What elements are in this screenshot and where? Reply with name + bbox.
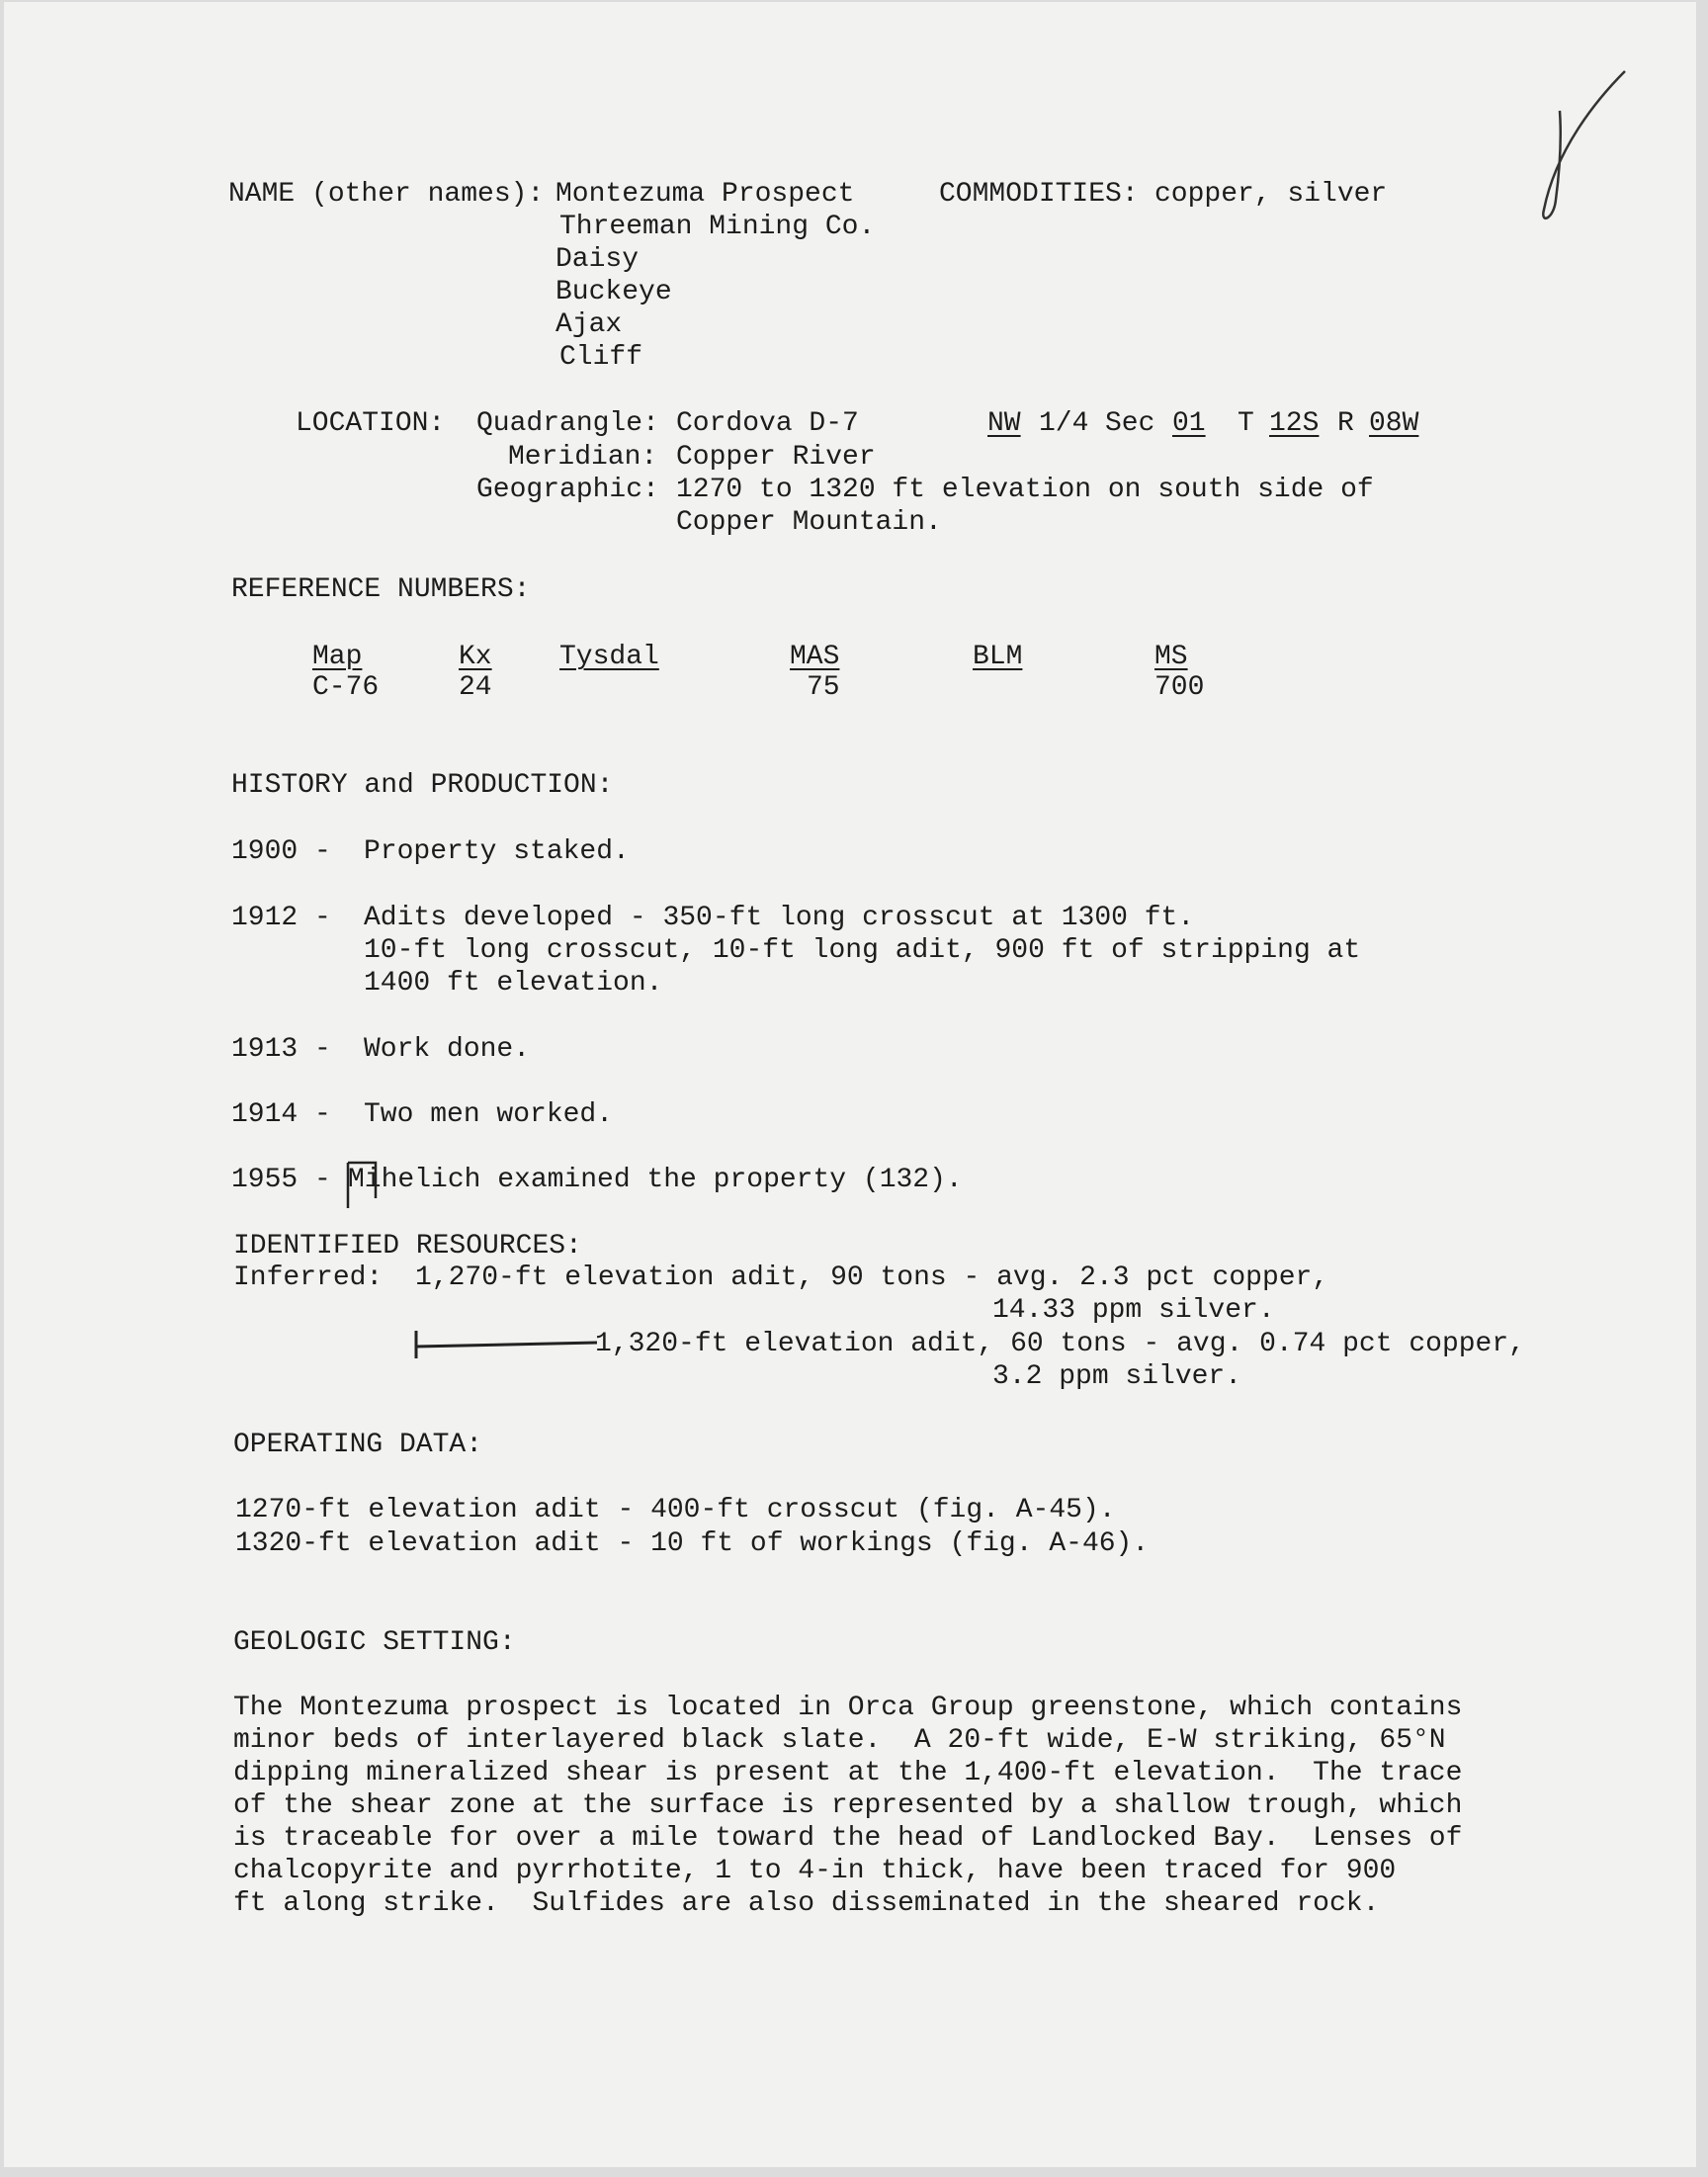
meridian-label: Meridian: — [508, 442, 658, 473]
ref-header-tysdal: Tysdal — [559, 642, 659, 672]
name-other: Ajax — [555, 309, 623, 340]
name-other: Daisy — [555, 244, 640, 275]
history-text: Two men worked. — [364, 1099, 614, 1130]
geographic-line-2: Copper Mountain. — [676, 507, 942, 538]
ref-header-kx: Kx — [459, 642, 492, 672]
ref-header-map: Map — [312, 642, 363, 672]
history-text: Mihelich examined the property (132). — [348, 1165, 963, 1195]
meridian-value: Copper River — [676, 442, 876, 473]
history-text: 10-ft long crosscut, 10-ft long adit, 900 ft of stripping at — [364, 935, 1361, 966]
range-value: 08W — [1369, 408, 1419, 439]
geology-line: chalcopyrite and pyrrhotite, 1 to 4-in thick, have been traced for 900 — [233, 1856, 1397, 1886]
resource-line: 1,270-ft elevation adit, 90 tons - avg. 2.3 pct copper, — [415, 1263, 1329, 1293]
name-other: Cliff — [559, 342, 643, 373]
resources-label: IDENTIFIED RESOURCES: — [233, 1231, 582, 1262]
resource-line: 3.2 ppm silver. — [992, 1361, 1242, 1392]
reference-numbers-label: REFERENCE NUMBERS: — [231, 574, 531, 605]
ref-value-ms: 700 — [1154, 672, 1205, 703]
history-year: 1912 - — [231, 903, 331, 933]
history-text: 1400 ft elevation. — [364, 968, 663, 999]
name-primary: Montezuma Prospect — [555, 179, 855, 210]
quadrangle-value: Cordova D-7 — [676, 408, 859, 439]
handwritten-check-mark — [1526, 61, 1645, 229]
geographic-label: Geographic: — [476, 475, 659, 505]
ref-header-blm: BLM — [973, 642, 1023, 672]
operating-line: 1320-ft elevation adit - 10 ft of workings (fig. A-46). — [235, 1528, 1150, 1559]
ref-header-mas: MAS — [790, 642, 840, 672]
resource-line: 14.33 ppm silver. — [992, 1295, 1275, 1326]
commodities-label: COMMODITIES: — [939, 179, 1139, 210]
section-number: 01 — [1172, 408, 1206, 439]
commodities-value: copper, silver — [1154, 179, 1388, 210]
inferred-label: Inferred: — [233, 1263, 384, 1293]
name-label: NAME (other names): — [228, 179, 545, 210]
history-year: 1955 - — [231, 1165, 331, 1195]
name-other: Threeman Mining Co. — [559, 212, 876, 242]
ref-value-mas: 75 — [807, 672, 840, 703]
geology-line: dipping mineralized shear is present at the 1,400-ft elevation. The trace — [233, 1758, 1463, 1788]
history-year: 1914 - — [231, 1099, 331, 1130]
history-text: Adits developed - 350-ft long crosscut at 1300 ft. — [364, 903, 1195, 933]
quadrangle-label: Quadrangle: — [476, 408, 659, 439]
geology-line: of the shear zone at the surface is represented by a shallow trough, which — [233, 1790, 1463, 1821]
operating-line: 1270-ft elevation adit - 400-ft crosscut (fig. A-45). — [235, 1495, 1116, 1525]
geographic-line-1: 1270 to 1320 ft elevation on south side of — [676, 475, 1374, 505]
document-page — [4, 2, 1696, 2167]
geology-line: ft along strike. Sulfides are also disseminated in the sheared rock. — [233, 1888, 1380, 1919]
history-label: HISTORY and PRODUCTION: — [231, 770, 614, 801]
history-text: Work done. — [364, 1034, 531, 1065]
history-year: 1900 - — [231, 836, 331, 867]
geology-line: The Montezuma prospect is located in Orca Group greenstone, which contains — [233, 1693, 1463, 1723]
geology-line: minor beds of interlayered black slate. A 20-ft wide, E-W striking, 65°N — [233, 1725, 1446, 1756]
location-label: LOCATION: — [296, 408, 446, 439]
ref-value-map: C-76 — [312, 672, 380, 703]
geology-line: is traceable for over a mile toward the head of Landlocked Bay. Lenses of — [233, 1823, 1463, 1854]
handwritten-indent-arrow — [411, 1323, 599, 1362]
history-text: Property staked. — [364, 836, 630, 867]
resource-line: 1,320-ft elevation adit, 60 tons - avg. 0.74 pct copper, — [595, 1329, 1525, 1359]
geology-label: GEOLOGIC SETTING: — [233, 1627, 516, 1658]
sec-label: Sec — [1105, 408, 1155, 439]
quarter-section: NW — [987, 408, 1021, 439]
handwritten-box-mark — [344, 1159, 380, 1216]
quarter-text: 1/4 — [1039, 408, 1089, 439]
operating-label: OPERATING DATA: — [233, 1430, 483, 1460]
township-value: 12S — [1269, 408, 1320, 439]
history-year: 1913 - — [231, 1034, 331, 1065]
township-label: T — [1238, 408, 1254, 439]
ref-value-kx: 24 — [459, 672, 492, 703]
ref-header-ms: MS — [1154, 642, 1188, 672]
name-other: Buckeye — [555, 277, 672, 307]
range-label: R — [1337, 408, 1354, 439]
